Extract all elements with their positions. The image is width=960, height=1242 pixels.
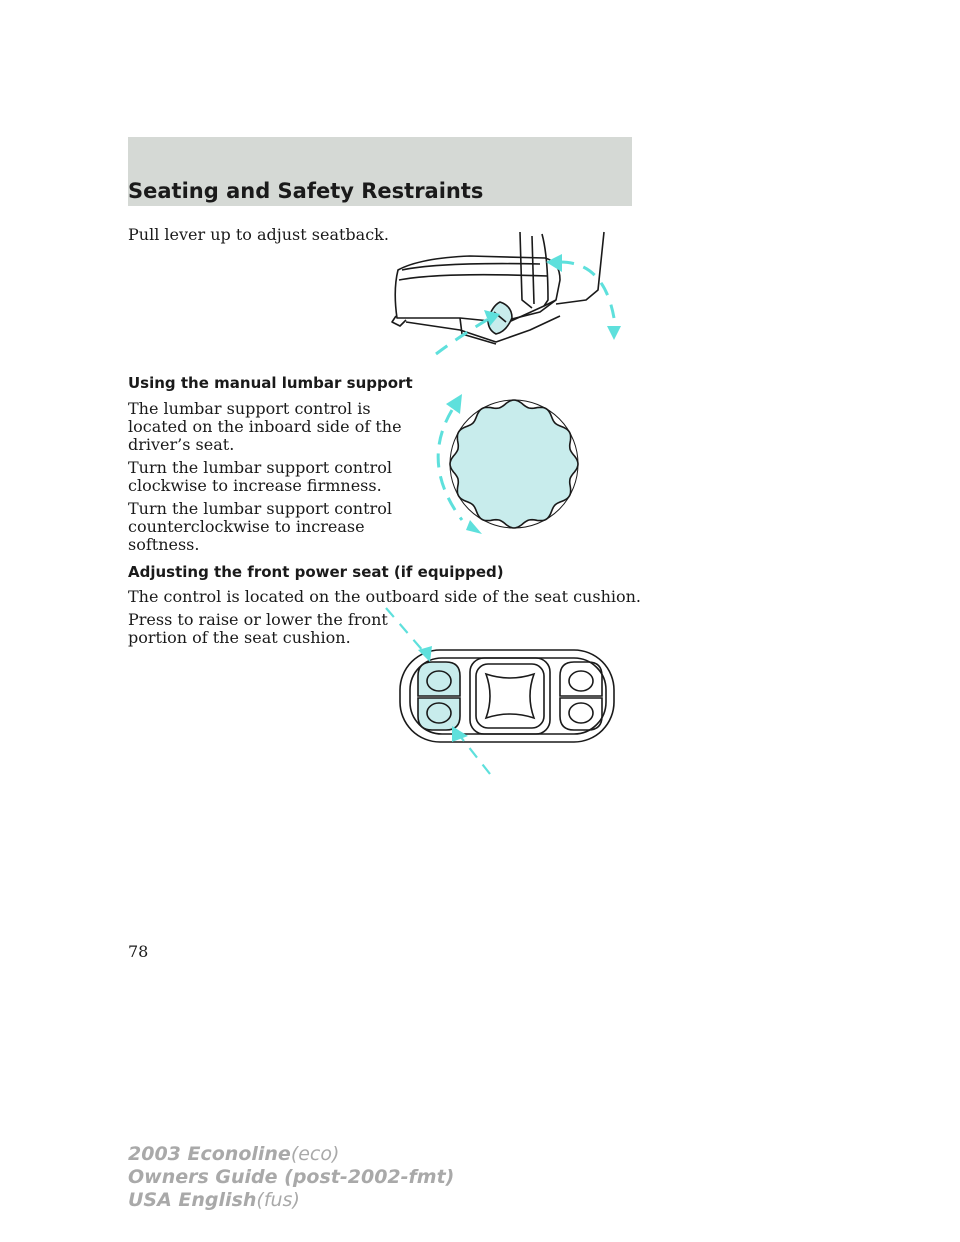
lumbar-p1-line3: driver’s seat. bbox=[128, 435, 235, 454]
lumbar-p1-line1: The lumbar support control is bbox=[128, 399, 371, 418]
section-title: Seating and Safety Restraints bbox=[128, 179, 484, 203]
footer-model-code: (eco) bbox=[290, 1143, 340, 1165]
footer-model: 2003 Econoline bbox=[128, 1143, 291, 1165]
seatback-instruction: Pull lever up to adjust seatback. bbox=[128, 225, 389, 244]
document-footer bbox=[128, 1143, 454, 1212]
lumbar-p3-line1: Turn the lumbar support control bbox=[128, 499, 392, 518]
page-number: 78 bbox=[128, 942, 149, 961]
power-seat-p2-line2: portion of the seat cushion. bbox=[128, 628, 351, 647]
lumbar-p2-line2: clockwise to increase firmness. bbox=[128, 476, 382, 495]
lumbar-p1-line2: located on the inboard side of the bbox=[128, 417, 402, 436]
power-seat-p2-line1: Press to raise or lower the front bbox=[128, 610, 388, 629]
lumbar-heading: Using the manual lumbar support bbox=[128, 374, 413, 392]
power-seat-heading: Adjusting the front power seat (if equipped) bbox=[128, 563, 504, 581]
lumbar-p3-line3: softness. bbox=[128, 535, 200, 554]
footer-language-code: (fus) bbox=[256, 1189, 300, 1211]
lumbar-p3-line2: counterclockwise to increase bbox=[128, 517, 365, 536]
footer-guide: Owners Guide (post-2002-fmt) bbox=[128, 1166, 455, 1188]
power-seat-p1: The control is located on the outboard side of the seat cushion. bbox=[128, 587, 642, 606]
footer-language: USA English bbox=[128, 1189, 257, 1211]
lumbar-p2-line1: Turn the lumbar support control bbox=[128, 458, 392, 477]
